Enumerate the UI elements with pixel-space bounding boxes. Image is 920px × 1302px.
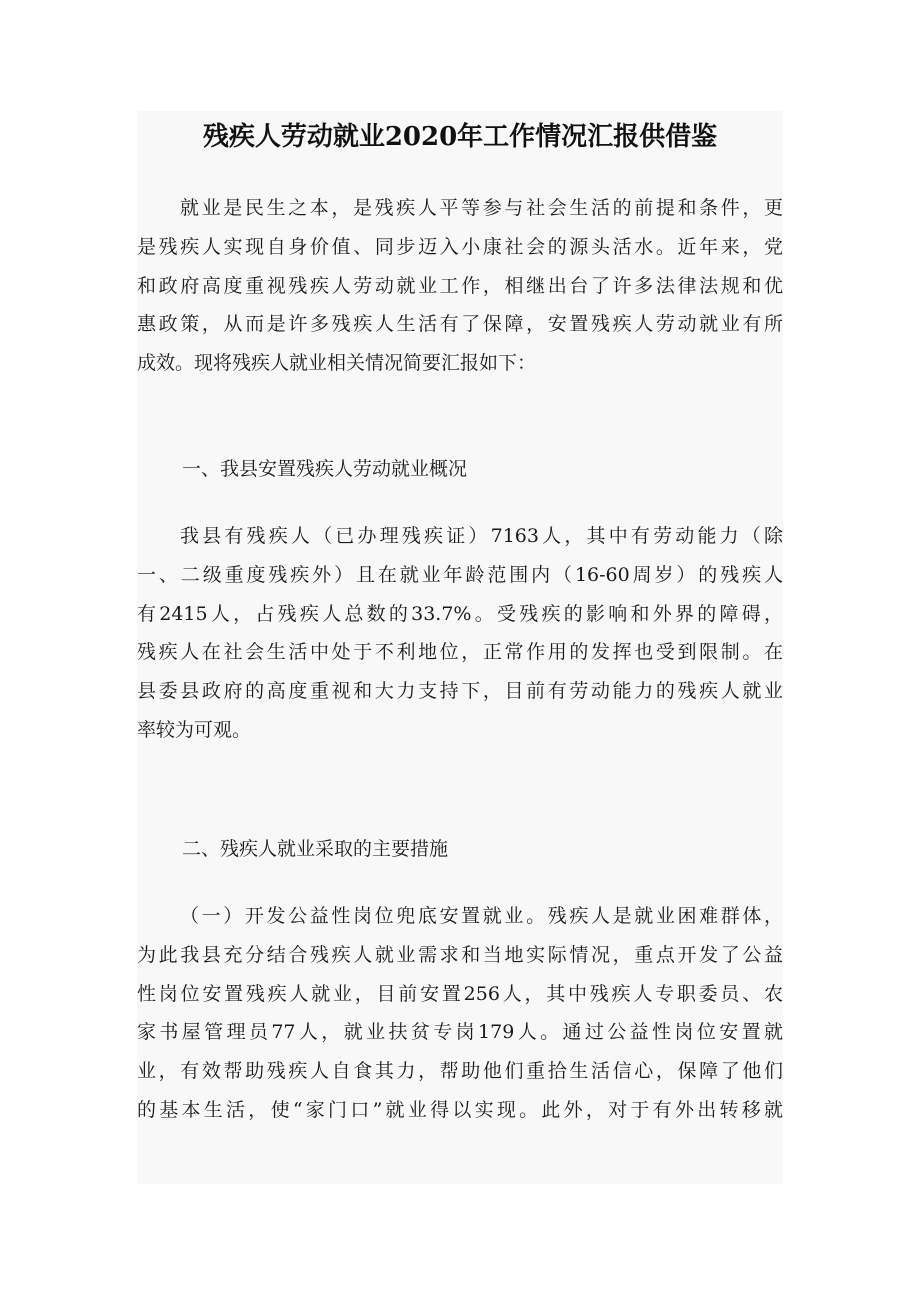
document-title: 残疾人劳动就业2020年工作情况汇报供借鉴 (202, 122, 718, 152)
paragraph-overview (137, 517, 783, 750)
paragraph-line: 残疾人在社会生活中处于不利地位，正常作用的发挥也受到限制。在 (137, 641, 783, 664)
paragraph-line: 成效。现将残疾人就业相关情况简要汇报如下： (137, 352, 537, 375)
paragraph-line: 惠政策，从而是许多残疾人生活有了保障，安置残疾人劳动就业有所 (137, 313, 783, 336)
section-heading-2: 二、残疾人就业采取的主要措施 (182, 838, 449, 860)
paragraph-line: 业，有效帮助残疾人自食其力，帮助他们重拾生活信心，保障了他们 (137, 1060, 783, 1083)
paragraph-line: 就业是民生之本，是残疾人平等参与社会生活的前提和条件，更 (180, 197, 783, 219)
paragraph-measures (137, 897, 783, 1130)
paragraph-line: 是残疾人实现自身价值、同步迈入小康社会的源头活水。近年来，党 (137, 235, 783, 258)
paragraph-line: 率较为可观。 (137, 718, 252, 741)
paragraph-line: 县委县政府的高度重视和大力支持下，目前有劳动能力的残疾人就业 (137, 680, 783, 703)
document-page (137, 111, 783, 1184)
section-heading-1: 一、我县安置残疾人劳动就业概况 (182, 458, 468, 480)
paragraph-line: 性岗位安置残疾人就业，目前安置256人，其中残疾人专职委员、农 (137, 982, 783, 1005)
paragraph-line: （一）开发公益性岗位兜底安置就业。残疾人是就业困难群体， (180, 905, 783, 927)
paragraph-line: 有2415人，占残疾人总数的33.7%。受残疾的影响和外界的障碍， (137, 602, 783, 625)
paragraph-line: 和政府高度重视残疾人劳动就业工作，相继出台了许多法律法规和优 (137, 274, 783, 297)
paragraph-line: 一、二级重度残疾外）且在就业年龄范围内（16-60周岁）的残疾人 (137, 563, 783, 586)
paragraph-line: 为此我县充分结合残疾人就业需求和当地实际情况，重点开发了公益 (137, 943, 783, 966)
paragraph-intro (137, 189, 783, 383)
paragraph-line: 家书屋管理员77人，就业扶贫专岗179人。通过公益性岗位安置就 (137, 1021, 783, 1044)
paragraph-line: 的基本生活，使“家门口”就业得以实现。此外，对于有外出转移就 (137, 1098, 783, 1121)
paragraph-line: 我县有残疾人（已办理残疾证）7163人，其中有劳动能力（除 (180, 525, 783, 547)
